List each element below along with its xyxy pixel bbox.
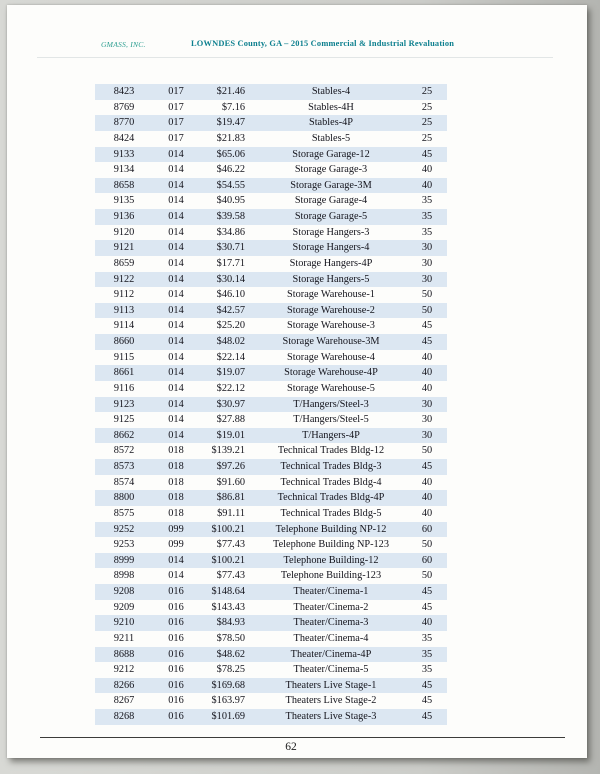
description-cell: Theaters Live Stage-2 [285,695,377,707]
description-cell: Theater/Cinema-4 [293,632,369,644]
code-cell: 8998 [113,570,135,582]
district-cell: 014 [168,211,184,222]
grade-cell: 40 [421,164,433,176]
rate-cell: $139.21 [211,445,245,457]
table-row [95,475,447,491]
description-cell: Storage Garage-3M [290,179,372,191]
grade-cell: 40 [421,507,433,519]
table-row [95,506,447,522]
rate-cell: $46.22 [216,164,245,176]
district-cell: 014 [168,554,184,566]
district-cell: 016 [168,711,184,722]
district-cell: 014 [168,195,184,207]
code-cell: 8661 [113,367,135,379]
description-cell: Storage Warehouse-1 [287,289,375,301]
code-cell: 9114 [113,320,135,332]
table-row [95,443,447,459]
grade-cell: 45 [421,320,433,332]
grade-cell: 30 [421,242,433,254]
code-cell: 9133 [113,148,135,160]
code-cell: 8769 [113,101,135,113]
rate-cell: $169.68 [211,679,245,691]
description-cell: Storage Warehouse-5 [287,382,375,394]
description-cell: Storage Garage-12 [292,148,370,160]
description-cell: T/Hangers-4P [302,429,360,441]
rate-cell: $78.50 [216,632,245,644]
rate-cell: $7.16 [221,101,245,113]
code-cell: 9122 [113,273,135,285]
grade-cell: 45 [421,586,433,597]
table-row [95,553,447,569]
description-cell: Technical Trades Bldg-12 [277,445,385,457]
district-cell: 014 [168,570,184,582]
rate-cell: $30.71 [216,242,245,254]
table-row [95,490,447,506]
district-cell: 016 [168,586,184,597]
rate-cell: $100.21 [211,523,245,535]
rate-cell: $19.07 [216,367,245,379]
rate-cell: $17.71 [216,257,245,269]
rate-cell: $86.81 [216,492,245,504]
page-number: 62 [285,741,297,753]
district-cell: 016 [168,664,184,676]
district-cell: 018 [168,492,184,504]
rate-cell: $48.02 [216,336,245,347]
grade-cell: 40 [421,382,433,394]
table-row [95,709,447,725]
district-cell: 014 [168,148,184,160]
description-cell: Theaters Live Stage-1 [285,679,377,691]
district-cell: 014 [168,429,184,441]
rate-cell: $54.55 [216,179,245,191]
grade-cell: 60 [421,554,433,566]
rate-cell: $77.43 [216,570,245,582]
district-cell: 016 [168,632,184,644]
table-row [95,381,447,397]
code-cell: 9134 [113,164,135,176]
grade-cell: 30 [421,414,433,426]
rate-cell: $46.10 [216,289,245,301]
rate-cell: $77.43 [216,539,245,551]
code-cell: 9120 [113,226,135,238]
table-row [95,662,447,678]
table-row [95,631,447,647]
table-row [95,693,447,709]
description-cell: Stables-4 [311,86,351,97]
description-cell: T/Hangers/Steel-5 [293,414,369,426]
code-cell: 8424 [113,132,135,144]
description-cell: Storage Warehouse-2 [287,304,375,316]
district-cell: 099 [168,523,184,535]
rate-cell: $30.14 [216,273,245,285]
code-cell: 9112 [113,289,135,301]
rate-cell: $21.46 [216,86,245,97]
table-row [95,131,447,147]
table-row [95,100,447,116]
table-row [95,537,447,553]
grade-cell: 50 [421,445,433,457]
table-row [95,397,447,413]
code-cell: 9253 [113,539,135,551]
description-cell: Technical Trades Bldg-3 [280,461,382,472]
code-cell: 9125 [113,414,135,426]
description-cell: Telephone Building-123 [280,570,382,582]
table-row [95,459,447,475]
district-cell: 014 [168,367,184,379]
description-cell: Telephone Building-12 [283,554,379,566]
grade-cell: 25 [421,86,433,97]
grade-cell: 35 [421,664,433,676]
district-cell: 014 [168,257,184,269]
description-cell: Stables-5 [311,132,351,144]
footer-rule [40,737,565,738]
district-cell: 014 [168,398,184,410]
rate-cell: $39.58 [216,211,245,222]
code-cell: 8659 [113,257,135,269]
code-cell: 8572 [113,445,135,457]
code-cell: 8658 [113,179,135,191]
district-cell: 016 [168,679,184,691]
district-cell: 014 [168,289,184,301]
grade-cell: 40 [421,492,433,504]
rate-cell: $40.95 [216,195,245,207]
header-rule [37,57,553,58]
district-cell: 014 [168,273,184,285]
grade-cell: 50 [421,539,433,551]
rate-cell: $19.01 [216,429,245,441]
grade-cell: 30 [421,273,433,285]
description-cell: Theater/Cinema-5 [293,664,369,676]
grade-cell: 40 [421,617,433,629]
grade-cell: 40 [421,476,433,488]
code-cell: 8266 [113,679,135,691]
code-cell: 8688 [113,648,135,660]
district-cell: 017 [168,86,184,97]
code-cell: 9116 [113,382,135,394]
table-row [95,600,447,616]
table-row [95,240,447,256]
code-cell: 9136 [113,211,135,222]
table-row [95,178,447,194]
rate-cell: $21.83 [216,132,245,144]
district-cell: 014 [168,242,184,254]
grade-cell: 35 [421,226,433,238]
description-cell: Storage Hangers-3 [292,226,370,238]
code-cell: 8660 [113,336,135,347]
table-row [95,334,447,350]
description-cell: Storage Garage-4 [294,195,368,207]
description-cell: Stables-4H [308,101,354,113]
description-cell: Theater/Cinema-4P [290,648,372,660]
district-cell: 014 [168,304,184,316]
rate-cell: $65.06 [216,148,245,160]
grade-cell: 40 [421,367,433,379]
company-name: GMASS, INC. [101,40,146,49]
description-cell: Stables-4P [308,117,354,129]
district-cell: 099 [168,539,184,551]
description-cell: Storage Warehouse-3M [282,336,380,347]
table-row [95,678,447,694]
district-cell: 018 [168,476,184,488]
rate-cell: $84.93 [216,617,245,629]
table-row [95,522,447,538]
district-cell: 014 [168,179,184,191]
grade-cell: 35 [421,648,433,660]
grade-cell: 45 [421,711,433,722]
code-cell: 9123 [113,398,135,410]
rate-cell: $97.26 [216,461,245,472]
description-cell: Theater/Cinema-1 [293,586,369,597]
description-cell: Storage Hangers-4 [292,242,370,254]
district-cell: 016 [168,648,184,660]
grade-cell: 35 [421,211,433,222]
rate-cell: $27.88 [216,414,245,426]
rate-cell: $42.57 [216,304,245,316]
table-row [95,615,447,631]
grade-cell: 45 [421,148,433,160]
rate-table [95,84,447,725]
code-cell: 9252 [113,523,135,535]
table-row [95,193,447,209]
code-cell: 8662 [113,429,135,441]
grade-cell: 30 [421,429,433,441]
table-row [95,303,447,319]
grade-cell: 30 [421,257,433,269]
table-row [95,568,447,584]
code-cell: 8999 [113,554,135,566]
rate-cell: $163.97 [211,695,245,707]
district-cell: 018 [168,445,184,457]
table-row [95,365,447,381]
code-cell: 8574 [113,476,135,488]
rate-cell: $22.12 [216,382,245,394]
district-cell: 018 [168,461,184,472]
district-cell: 014 [168,320,184,332]
rate-cell: $143.43 [211,601,245,613]
description-cell: Storage Hangers-5 [292,273,370,285]
code-cell: 9135 [113,195,135,207]
grade-cell: 45 [421,336,433,347]
grade-cell: 40 [421,351,433,363]
code-cell: 9115 [113,351,135,363]
rate-cell: $48.62 [216,648,245,660]
description-cell: Theater/Cinema-2 [293,601,369,613]
district-cell: 017 [168,132,184,144]
code-cell: 8573 [113,461,135,472]
district-cell: 016 [168,617,184,629]
code-cell: 8770 [113,117,135,129]
rate-cell: $91.60 [216,476,245,488]
rate-cell: $101.69 [211,711,245,722]
table-row [95,225,447,241]
code-cell: 9121 [113,242,135,254]
district-cell: 016 [168,601,184,613]
description-cell: Technical Trades Bldg-4P [277,492,385,504]
description-cell: Storage Warehouse-4P [284,367,378,379]
grade-cell: 25 [421,132,433,144]
rate-cell: $148.64 [211,586,245,597]
description-cell: Telephone Building NP-12 [275,523,387,535]
description-cell: Telephone Building NP-123 [273,539,389,551]
grade-cell: 30 [421,398,433,410]
table-row [95,115,447,131]
district-cell: 014 [168,414,184,426]
district-cell: 017 [168,117,184,129]
grade-cell: 25 [421,101,433,113]
code-cell: 8268 [113,711,135,722]
code-cell: 9210 [113,617,135,629]
rate-cell: $25.20 [216,320,245,332]
grade-cell: 45 [421,695,433,707]
table-row [95,412,447,428]
grade-cell: 45 [421,601,433,613]
district-cell: 014 [168,164,184,176]
table-row [95,209,447,225]
grade-cell: 50 [421,570,433,582]
grade-cell: 35 [421,195,433,207]
code-cell: 9208 [113,586,135,597]
grade-cell: 45 [421,461,433,472]
table-row [95,162,447,178]
description-cell: Storage Garage-3 [294,164,368,176]
table-row [95,647,447,663]
rate-cell: $91.11 [217,507,245,519]
grade-cell: 40 [421,179,433,191]
district-cell: 014 [168,351,184,363]
description-cell: Storage Warehouse-4 [287,351,375,363]
code-cell: 8423 [113,86,135,97]
district-cell: 014 [168,382,184,394]
rate-cell: $30.97 [216,398,245,410]
code-cell: 9211 [113,632,135,644]
table-row [95,84,447,100]
code-cell: 9212 [113,664,135,676]
rate-cell: $34.86 [216,226,245,238]
document-page [7,5,587,758]
page-title: LOWNDES County, GA – 2015 Commercial & Industrial Revaluation [191,39,455,48]
code-cell: 9209 [113,601,135,613]
description-cell: Theater/Cinema-3 [293,617,369,629]
table-row [95,318,447,334]
grade-cell: 50 [421,289,433,301]
grade-cell: 35 [421,632,433,644]
description-cell: Theaters Live Stage-3 [285,711,377,722]
description-cell: Storage Hangers-4P [289,257,373,269]
table-row [95,256,447,272]
rate-cell: $78.25 [216,664,245,676]
district-cell: 014 [168,336,184,347]
rate-cell: $100.21 [211,554,245,566]
district-cell: 018 [168,507,184,519]
table-row [95,350,447,366]
description-cell: T/Hangers/Steel-3 [293,398,369,410]
description-cell: Storage Warehouse-3 [287,320,375,332]
grade-cell: 45 [421,679,433,691]
district-cell: 016 [168,695,184,707]
description-cell: Technical Trades Bldg-5 [280,507,382,519]
grade-cell: 60 [421,523,433,535]
rate-cell: $22.14 [216,351,245,363]
code-cell: 9113 [113,304,135,316]
code-cell: 8800 [113,492,135,504]
grade-cell: 50 [421,304,433,316]
rate-cell: $19.47 [216,117,245,129]
table-row [95,287,447,303]
description-cell: Technical Trades Bldg-4 [280,476,382,488]
code-cell: 8575 [113,507,135,519]
district-cell: 014 [168,226,184,238]
table-row [95,272,447,288]
table-row [95,147,447,163]
grade-cell: 25 [421,117,433,129]
table-row [95,428,447,444]
table-row [95,584,447,600]
description-cell: Storage Garage-5 [294,211,368,222]
code-cell: 8267 [113,695,135,707]
district-cell: 017 [168,101,184,113]
